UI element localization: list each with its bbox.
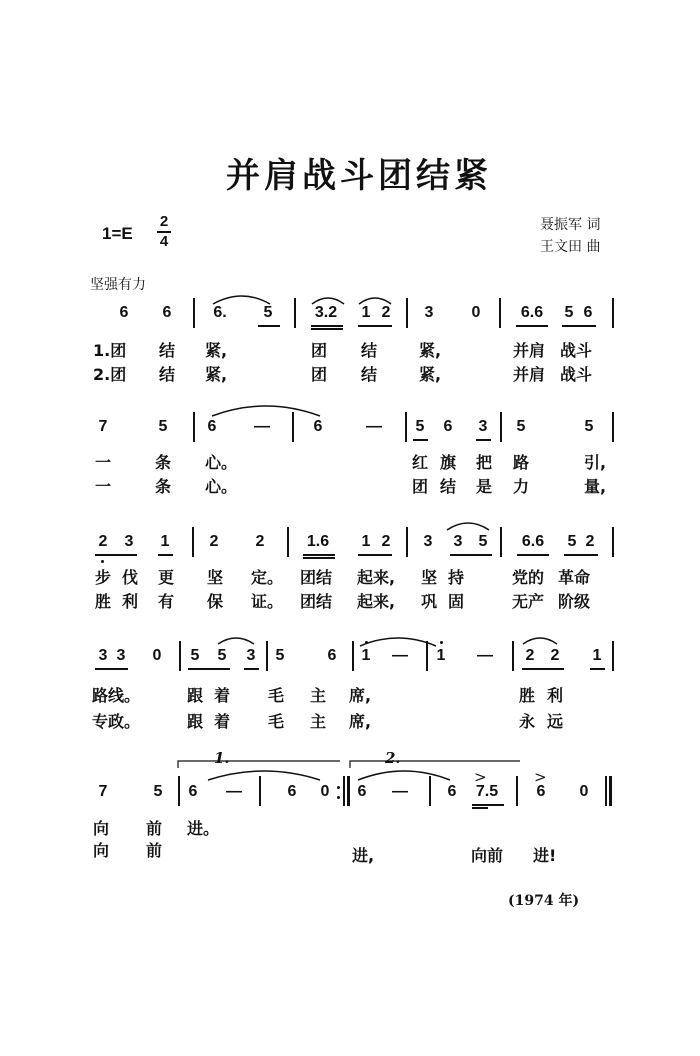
- barline: [612, 527, 614, 557]
- note: 5: [153, 783, 163, 800]
- volta-1-label: 1.: [214, 749, 230, 767]
- lyric: 力: [513, 477, 530, 496]
- volta-2-label: 2.: [385, 749, 401, 767]
- note: 2: [381, 304, 391, 321]
- slur: [212, 406, 320, 416]
- lyric: 毛: [268, 712, 285, 731]
- underline: [311, 325, 343, 327]
- dash: —: [392, 647, 408, 664]
- barline: [429, 776, 431, 806]
- underline: [562, 325, 596, 327]
- underline: [517, 554, 549, 556]
- underline: [450, 554, 492, 556]
- note: 7: [98, 783, 108, 800]
- slur: [358, 771, 450, 780]
- barline: [612, 412, 614, 442]
- underline: [311, 328, 343, 330]
- lyric: 紧,: [205, 341, 228, 360]
- note: 2: [98, 533, 108, 550]
- lyric: 紧,: [205, 365, 228, 384]
- note: 1: [361, 304, 371, 321]
- time-signature-bottom: 4: [159, 232, 169, 250]
- lyric: 团: [311, 365, 328, 384]
- underline: [303, 557, 335, 559]
- note: 6: [162, 304, 172, 321]
- underline: [95, 668, 128, 670]
- note: 5: [263, 304, 273, 321]
- barline: [516, 776, 518, 806]
- tempo-marking: 坚强有力: [90, 277, 146, 293]
- note: 6: [119, 304, 129, 321]
- slur: [360, 638, 436, 646]
- note: 6: [327, 647, 337, 664]
- lyric: 胜: [519, 686, 536, 705]
- slur: [523, 638, 557, 644]
- barline: [193, 412, 195, 442]
- note: 5: [217, 647, 227, 664]
- lyric: 定。: [251, 568, 284, 587]
- note: 6: [188, 783, 198, 800]
- lyric: 持: [448, 568, 465, 587]
- lyric: 向: [93, 841, 110, 860]
- lyric: 1.团: [93, 341, 127, 360]
- underline: [258, 325, 280, 327]
- barline: [266, 641, 268, 671]
- lyric: 结: [361, 341, 378, 360]
- lyric: 紧,: [419, 365, 442, 384]
- lyric: 进。: [187, 819, 220, 838]
- barline: [499, 298, 501, 328]
- note: 7.5: [475, 783, 499, 800]
- lyric: 并肩: [513, 365, 546, 384]
- lyric: 向前: [471, 846, 504, 865]
- lyric: 心。: [205, 477, 238, 496]
- lyric: 着: [214, 686, 231, 705]
- lyric: 有: [158, 592, 175, 611]
- lyric: 坚: [207, 568, 224, 587]
- underline: [158, 554, 173, 556]
- note: 3: [423, 533, 433, 550]
- lyric: 量,: [584, 477, 607, 496]
- underline: [358, 325, 392, 327]
- lyric: 伐: [122, 568, 139, 587]
- note: 2: [381, 533, 391, 550]
- lyric: 一: [95, 453, 112, 472]
- note: 6.: [213, 304, 227, 321]
- lyric: 把: [476, 453, 493, 472]
- barline: [193, 298, 195, 328]
- lyric: 革命: [558, 568, 591, 587]
- underline: [522, 668, 564, 670]
- lyric: 向: [93, 819, 110, 838]
- lyric: 条: [155, 477, 172, 496]
- lyric: 紧,: [419, 341, 442, 360]
- note: 6: [536, 783, 546, 800]
- underline: [188, 668, 230, 670]
- dash: —: [254, 418, 270, 435]
- note: 2: [209, 533, 219, 550]
- note: 5: [158, 418, 168, 435]
- lyric: 更: [158, 568, 175, 587]
- rest: 0: [320, 783, 330, 800]
- slur: [213, 296, 270, 304]
- barline: [406, 298, 408, 328]
- lyric: 团: [311, 341, 328, 360]
- underline: [590, 668, 605, 670]
- lyric: 专政。: [92, 712, 141, 731]
- underline: [303, 554, 335, 556]
- lyric: 一: [95, 477, 112, 496]
- lyric: 席,: [349, 686, 372, 705]
- lyric: 引,: [584, 453, 607, 472]
- underline: [472, 807, 488, 809]
- lyric: 主: [310, 712, 327, 731]
- note: 3: [453, 533, 463, 550]
- barline: [500, 527, 502, 557]
- note: 6: [583, 304, 593, 321]
- note: 2: [255, 533, 265, 550]
- lyric: 固: [448, 592, 465, 611]
- note: 3: [116, 647, 126, 664]
- rest: 0: [471, 304, 481, 321]
- note: 5: [584, 418, 594, 435]
- underline: [244, 668, 259, 670]
- composer-credit: 王文田 曲: [540, 239, 601, 255]
- lyric: 并肩: [513, 341, 546, 360]
- dash: —: [226, 783, 242, 800]
- low-octave-dot: [101, 560, 104, 563]
- underline: [358, 554, 392, 556]
- note: 6: [447, 783, 457, 800]
- lyric: 主: [310, 686, 327, 705]
- lyric: 席,: [349, 712, 372, 731]
- repeat-barline-thick: [347, 776, 350, 806]
- lyric: 团结: [300, 592, 333, 611]
- lyric: 心。: [205, 453, 238, 472]
- lyric: 前: [146, 819, 163, 838]
- underline: [564, 554, 598, 556]
- lyric: 结: [159, 341, 176, 360]
- lyric: 团: [412, 477, 429, 496]
- lyric: 是: [476, 477, 493, 496]
- lyric: 巩: [421, 592, 438, 611]
- barline: [612, 298, 614, 328]
- high-octave-dot: [365, 641, 368, 644]
- lyric: 坚: [421, 568, 438, 587]
- lyric: 2.团: [93, 365, 127, 384]
- note: 5: [275, 647, 285, 664]
- slur: [208, 771, 320, 780]
- lyric: 团结: [300, 568, 333, 587]
- barline: [406, 527, 408, 557]
- note: 5: [516, 418, 526, 435]
- underline: [472, 804, 504, 806]
- rest: 0: [152, 647, 162, 664]
- underline: [516, 325, 548, 327]
- lyric: 红: [412, 453, 429, 472]
- barline: [178, 776, 180, 806]
- song-title: 并肩战斗团结紧: [226, 156, 492, 196]
- slur: [447, 523, 489, 530]
- note: 6: [313, 418, 323, 435]
- repeat-dot: [337, 796, 340, 799]
- underline: [95, 554, 137, 556]
- note: 6.6: [520, 304, 544, 321]
- repeat-barline: [343, 776, 345, 806]
- lyric: 旗: [440, 453, 457, 472]
- lyric: 党的: [512, 568, 545, 587]
- note: 3: [124, 533, 134, 550]
- barline: [192, 527, 194, 557]
- accent-mark: >: [534, 768, 547, 786]
- note: 6: [357, 783, 367, 800]
- note: 6: [207, 418, 217, 435]
- barline: [287, 527, 289, 557]
- lyric: 利: [122, 592, 139, 611]
- lyric: 前: [146, 841, 163, 860]
- lyric: 路: [513, 453, 530, 472]
- note: 6.6: [521, 533, 545, 550]
- note: 6: [287, 783, 297, 800]
- note: 1: [592, 647, 602, 664]
- barline: [259, 776, 261, 806]
- lyric: 结: [440, 477, 457, 496]
- lyric: 步: [95, 568, 112, 587]
- lyric: 起来,: [357, 592, 396, 611]
- note: 3: [98, 647, 108, 664]
- note: 5: [567, 533, 577, 550]
- note: 1: [361, 533, 371, 550]
- lyric: 证。: [251, 592, 284, 611]
- barline: [512, 641, 514, 671]
- final-barline: [605, 776, 607, 806]
- note: 7: [98, 418, 108, 435]
- final-barline-thick: [609, 776, 612, 806]
- barline: [426, 641, 428, 671]
- note: 3: [424, 304, 434, 321]
- lyric: 着: [214, 712, 231, 731]
- note: 3: [246, 647, 256, 664]
- accent-mark: >: [474, 768, 487, 786]
- lyric: 结: [361, 365, 378, 384]
- slur: [218, 638, 254, 644]
- note: 5: [415, 418, 425, 435]
- note: 2: [525, 647, 535, 664]
- barline: [292, 412, 294, 442]
- lyric: 无产: [512, 592, 545, 611]
- year-note: (1974 年): [508, 893, 580, 909]
- note: 5: [190, 647, 200, 664]
- key-signature: 1=E: [102, 224, 133, 243]
- lyric: 进,: [352, 846, 375, 865]
- lyric: 阶级: [558, 592, 591, 611]
- volta-bracket-1: [178, 761, 340, 768]
- lyric: 战斗: [560, 365, 593, 384]
- lyric: 跟: [187, 686, 204, 705]
- lyric: 永: [519, 712, 536, 731]
- rest: 0: [579, 783, 589, 800]
- lyric: 结: [159, 365, 176, 384]
- underline: [413, 439, 428, 441]
- volta-bracket-2: [350, 761, 520, 768]
- lyric: 跟: [187, 712, 204, 731]
- dash: —: [477, 647, 493, 664]
- lyric: 路线。: [92, 686, 141, 705]
- note: 1.6: [306, 533, 330, 550]
- lyric: 条: [155, 453, 172, 472]
- note: 3: [478, 418, 488, 435]
- dash: —: [366, 418, 382, 435]
- time-signature-top: 2: [159, 213, 169, 230]
- lyric: 进!: [533, 846, 557, 865]
- barline: [179, 641, 181, 671]
- high-octave-dot: [440, 641, 443, 644]
- note: 1: [361, 647, 371, 664]
- note: 1: [160, 533, 170, 550]
- barline: [294, 298, 296, 328]
- lyric: 保: [207, 592, 224, 611]
- underline: [476, 439, 491, 441]
- note: 2: [585, 533, 595, 550]
- lyric: 远: [547, 712, 564, 731]
- repeat-dot: [337, 786, 340, 789]
- barline: [500, 412, 502, 442]
- barline: [352, 641, 354, 671]
- lyric: 战斗: [560, 341, 593, 360]
- note: 6: [443, 418, 453, 435]
- note: 1: [436, 647, 446, 664]
- note: 3.2: [314, 304, 338, 321]
- lyric: 毛: [268, 686, 285, 705]
- barline: [405, 412, 407, 442]
- note: 2: [550, 647, 560, 664]
- lyric: 起来,: [357, 568, 396, 587]
- barline: [612, 641, 614, 671]
- lyric: 利: [547, 686, 564, 705]
- note: 5: [478, 533, 488, 550]
- lyricist-credit: 聂振军 词: [540, 217, 601, 233]
- dash: —: [392, 783, 408, 800]
- note: 5: [564, 304, 574, 321]
- lyric: 胜: [95, 592, 112, 611]
